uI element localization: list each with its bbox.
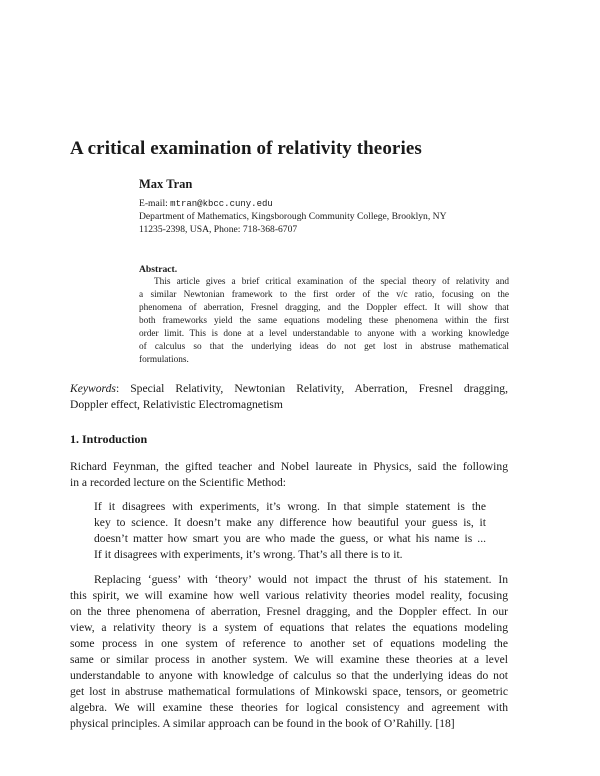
keywords-line (70, 381, 508, 396)
abstract-line: order limit. This is done at a level understandable to anyone with a working knowledge (139, 329, 509, 339)
author-name: Max Tran (139, 177, 193, 191)
quote-line: If it disagrees with experiments, it’s wrong. In that simple statement is the (94, 500, 486, 513)
author-email[interactable]: mtran@kbcc.cuny.edu (170, 199, 273, 209)
body-line: algebra. We will examine these theories for logical consistency and agreement with (70, 701, 508, 714)
intro-line: Richard Feynman, the gifted teacher and Nobel laureate in Physics, said the following (70, 460, 508, 473)
body-line: Replacing ‘guess’ with ‘theory’ would not impact the thrust of his statement. In (94, 573, 508, 586)
body-line: on the three phenomena of aberration, Fresnel dragging, and the Doppler effect. In our (70, 605, 508, 618)
email-label: E-mail: (139, 198, 171, 209)
abstract-line: a similar Newtonian framework to the first order of the v/c ratio, focusing on the (139, 290, 509, 300)
abstract-line: This article gives a brief critical examination of the special theory of relativity and (154, 277, 509, 287)
body-line: same or similar process in another system. We will examine these theories at a level (70, 653, 508, 666)
abstract-line: of calculus so that the underlying ideas do not get lost in abstruse mathematical (139, 342, 509, 352)
keywords-text: : Special Relativity, Newtonian Relativity, Aberration, Fresnel dragging, (115, 382, 508, 395)
paper-title: A critical examination of relativity theories (70, 138, 422, 159)
body-line: view, a relativity theory is a system of equations that relates the equations modeling (70, 621, 508, 634)
intro-line: in a recorded lecture on the Scientific Method: (70, 476, 287, 489)
keywords-line: Doppler effect, Relativistic Electromagnetism (70, 398, 283, 411)
abstract-line: both frameworks yield the same equations modeling these phenomena within the first (139, 316, 509, 326)
body-line: physical principles. A similar approach can be found in the book of O’Rahilly. [18] (70, 717, 455, 730)
author-email-line (139, 197, 519, 211)
quote-line: doesn’t matter how smart you are who made the guess, or what his name is ... (94, 532, 486, 545)
keywords-label: Keywords (70, 382, 116, 395)
body-line: some process in one system of reference to another set of equations modeling the (70, 637, 508, 650)
abstract-line: phenomena of aberration, Fresnel dragging, and the Doppler effect. It will show that (139, 303, 509, 313)
body-line: understandable to anyone with knowledge of calculus so that the underlying ideas do not (70, 669, 508, 682)
body-line: get lost in abstruse mathematical formulations of Minkowski space, tensors, or geometric (70, 685, 508, 698)
quote-line: key to science. It doesn’t make any difference how beautiful your guess is, it (94, 516, 486, 529)
abstract-heading: Abstract. (139, 264, 178, 275)
abstract-line: formulations. (139, 355, 189, 365)
quote-line: If it disagrees with experiments, it’s wrong. That’s all there is to it. (94, 548, 403, 561)
affiliation-line: Department of Mathematics, Kingsborough Community College, Brooklyn, NY (139, 211, 447, 222)
section-heading: 1. Introduction (70, 432, 148, 446)
body-line: this spirit, we will examine how well various relativity theories model reality, focusing (70, 589, 508, 602)
affiliation-line: 11235-2398, USA, Phone: 718-368-6707 (139, 224, 298, 235)
